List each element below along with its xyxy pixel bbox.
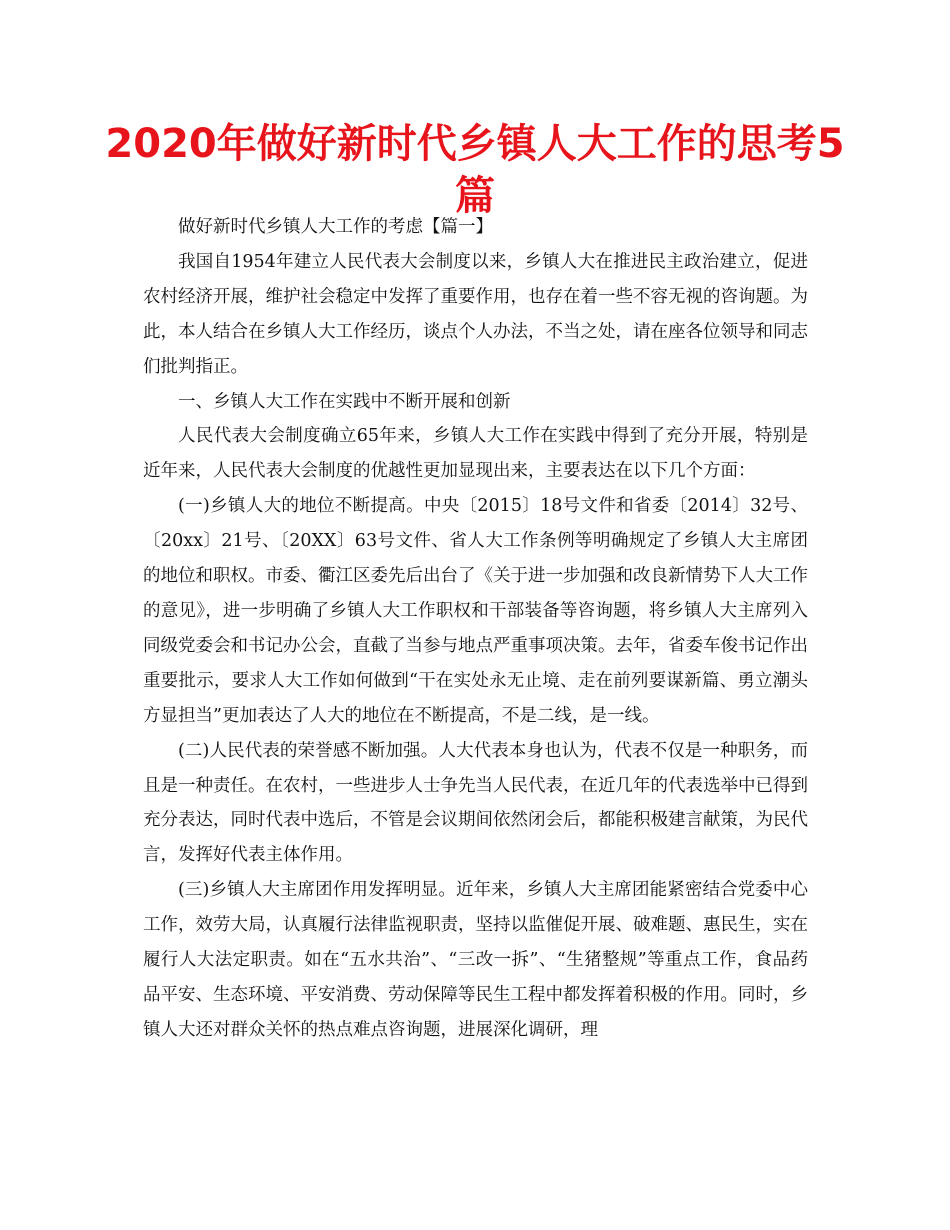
body-paragraph: 我国自1954年建立人民代表大会制度以来，乡镇人大在推进民主政治建立，促进农村经济开展，维护社会稳定中发挥了重要作用，也存在着一些不容无视的咨询题。为此，本人结合在乡镇人大工作经历，谈点个人办法，不当之处，请在座各位领导和同志们批判指正。	[143, 251, 808, 377]
body-paragraph: (二)人民代表的荣誉感不断加强。人大代表本身也认为，代表不仅是一种职务，而且是一种责任。在农村，一些进步人士争先当人民代表，在近几年的代表选举中已得到充分表达，同时代表中选后，不管是会议期间依然闭会后，都能积极建言献策，为民代言，发挥好代表主体作用。	[143, 740, 808, 866]
document-body	[143, 210, 808, 1048]
section-heading-part-one: 做好新时代乡镇人大工作的考虑【篇一】	[178, 217, 493, 237]
document-title: 2020年做好新时代乡镇人大工作的思考5篇	[105, 121, 845, 219]
section-heading: 一、乡镇人大工作在实践中不断开展和创新	[178, 391, 511, 412]
body-paragraph: (一)乡镇人大的地位不断提高。中央〔2015〕18号文件和省委〔2014〕32号、〔20xx〕21号、〔20XX〕63号文件、省人大工作条例等明确规定了乡镇人大主席团的地位和职权。市委、衢江区委先后出台了《关于进一步加强和改良新情势下人大工作的意见》，进一步明确了乡镇人大工作职权和干部装备等咨询题，将乡镇人大主席列入同级党委会和书记办公会，直截了当参与地点严重事项决策。去年，省委车俊书记作出重要批示，要求人大工作如何做到“干在实处永无止境、走在前列要谋新篇、勇立潮头方显担当”更加表达了人大的地位在不断提高，不是二线，是一线。	[143, 496, 808, 726]
body-paragraph: (三)乡镇人大主席团作用发挥明显。近年来，乡镇人大主席团能紧密结合党委中心工作，效劳大局，认真履行法律监视职责，坚持以监催促开展、破难题、惠民生，实在履行人大法定职责。如在“五水共治”、“三改一拆”、“生猪整规”等重点工作，食品药品平安、生态环境、平安消费、劳动保障等民生工程中都发挥着积极的作用。同时，乡镇人大还对群众关怀的热点难点咨询题，进展深化调研，理	[143, 880, 808, 1040]
body-paragraph: 人民代表大会制度确立65年来，乡镇人大工作在实践中得到了充分开展，特别是近年来，人民代表大会制度的优越性更加显现出来，主要表达在以下几个方面：	[143, 426, 808, 482]
